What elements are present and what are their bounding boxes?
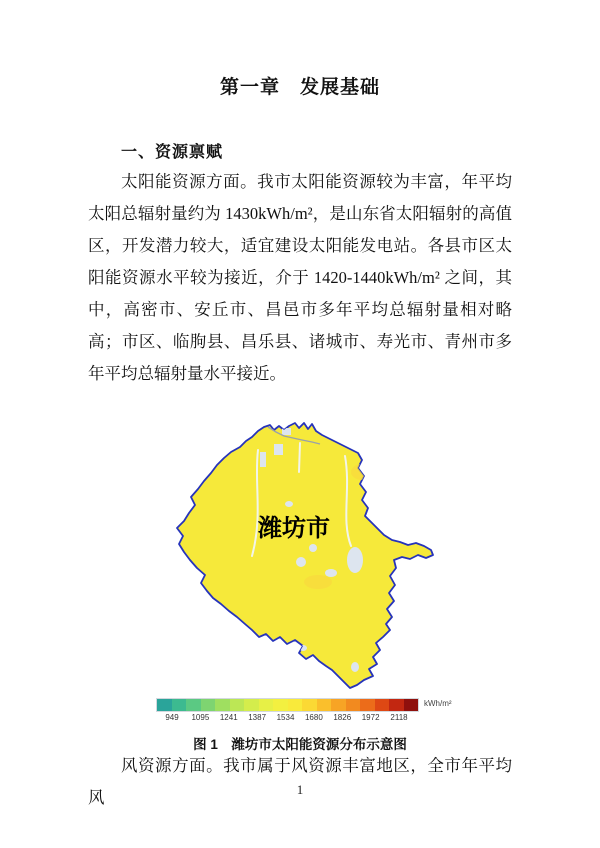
colorbar-segment xyxy=(331,699,346,711)
chapter-title: 第一章 发展基础 xyxy=(219,77,380,98)
colorbar-segment xyxy=(157,699,172,711)
colorbar-segments xyxy=(157,699,418,711)
colorbar-tick-label: 1387 xyxy=(248,713,267,722)
colorbar-segment xyxy=(273,699,288,711)
colorbar-segment xyxy=(375,699,390,711)
figure-caption: 图 1 潍坊市太阳能资源分布示意图 xyxy=(193,737,407,752)
lake-patch xyxy=(347,547,363,573)
colorbar-segment xyxy=(186,699,201,711)
high-irradiance-patch xyxy=(304,575,332,589)
solar-paragraph: 太阳能资源方面。我市太阳能资源较为丰富，年平均太阳总辐射量约为 1430kWh/m²，是山东省太阳辐射的高值区，开发潜力较大，适宜建设太阳能发电站。各县市区太阳能资源水平较为接近，介于 1420-1440kWh/m² 之间，其中，高密市、安丘市、昌邑市多年平均总辐射量相对略高；市区、临朐县、昌乐县、诸城市、寿光市、青州市多年平均总辐射量水平接近。 xyxy=(88,172,512,383)
water-patch xyxy=(274,444,283,455)
colorbar-segment xyxy=(360,699,375,711)
weifang-map-svg xyxy=(148,398,440,698)
colorbar-tick-label: 1095 xyxy=(191,713,210,722)
map-city-label: 潍坊市 xyxy=(258,515,330,542)
colorbar-segment xyxy=(346,699,361,711)
water-patch xyxy=(285,501,293,507)
colorbar-ticks xyxy=(157,713,418,724)
page-number: 1 xyxy=(296,782,304,797)
colorbar-segment xyxy=(389,699,404,711)
colorbar-segment xyxy=(288,699,303,711)
water-patch xyxy=(351,662,359,672)
colorbar-tick-label: 1680 xyxy=(304,713,323,722)
water-patch xyxy=(309,544,317,552)
colorbar-segment xyxy=(317,699,332,711)
colorbar-segment xyxy=(404,699,419,711)
colorbar-segment xyxy=(172,699,187,711)
water-patch xyxy=(325,569,337,577)
colorbar-segment xyxy=(302,699,317,711)
colorbar-tick-label: 949 xyxy=(165,713,179,722)
colorbar-segment xyxy=(244,699,259,711)
colorbar-tick-label: 1972 xyxy=(361,713,380,722)
water-patch xyxy=(296,557,306,567)
wind-paragraph: 风资源方面。我市属于风资源丰富地区，全市年平均风 xyxy=(88,756,512,807)
river-line-mid xyxy=(299,443,300,472)
water-patch xyxy=(260,452,266,467)
colorbar-unit-label: kWh/m² xyxy=(424,699,452,708)
colorbar-tick-label: 1826 xyxy=(333,713,352,722)
colorbar-tick-label: 2118 xyxy=(390,713,408,722)
colorbar-tick-label: 1241 xyxy=(219,713,238,722)
colorbar-segment xyxy=(259,699,274,711)
section-heading: 一、资源禀赋 xyxy=(121,144,224,161)
colorbar-tick-label: 1534 xyxy=(276,713,295,722)
colorbar-segment xyxy=(230,699,245,711)
colorbar-segment xyxy=(201,699,216,711)
colorbar-segment xyxy=(215,699,230,711)
